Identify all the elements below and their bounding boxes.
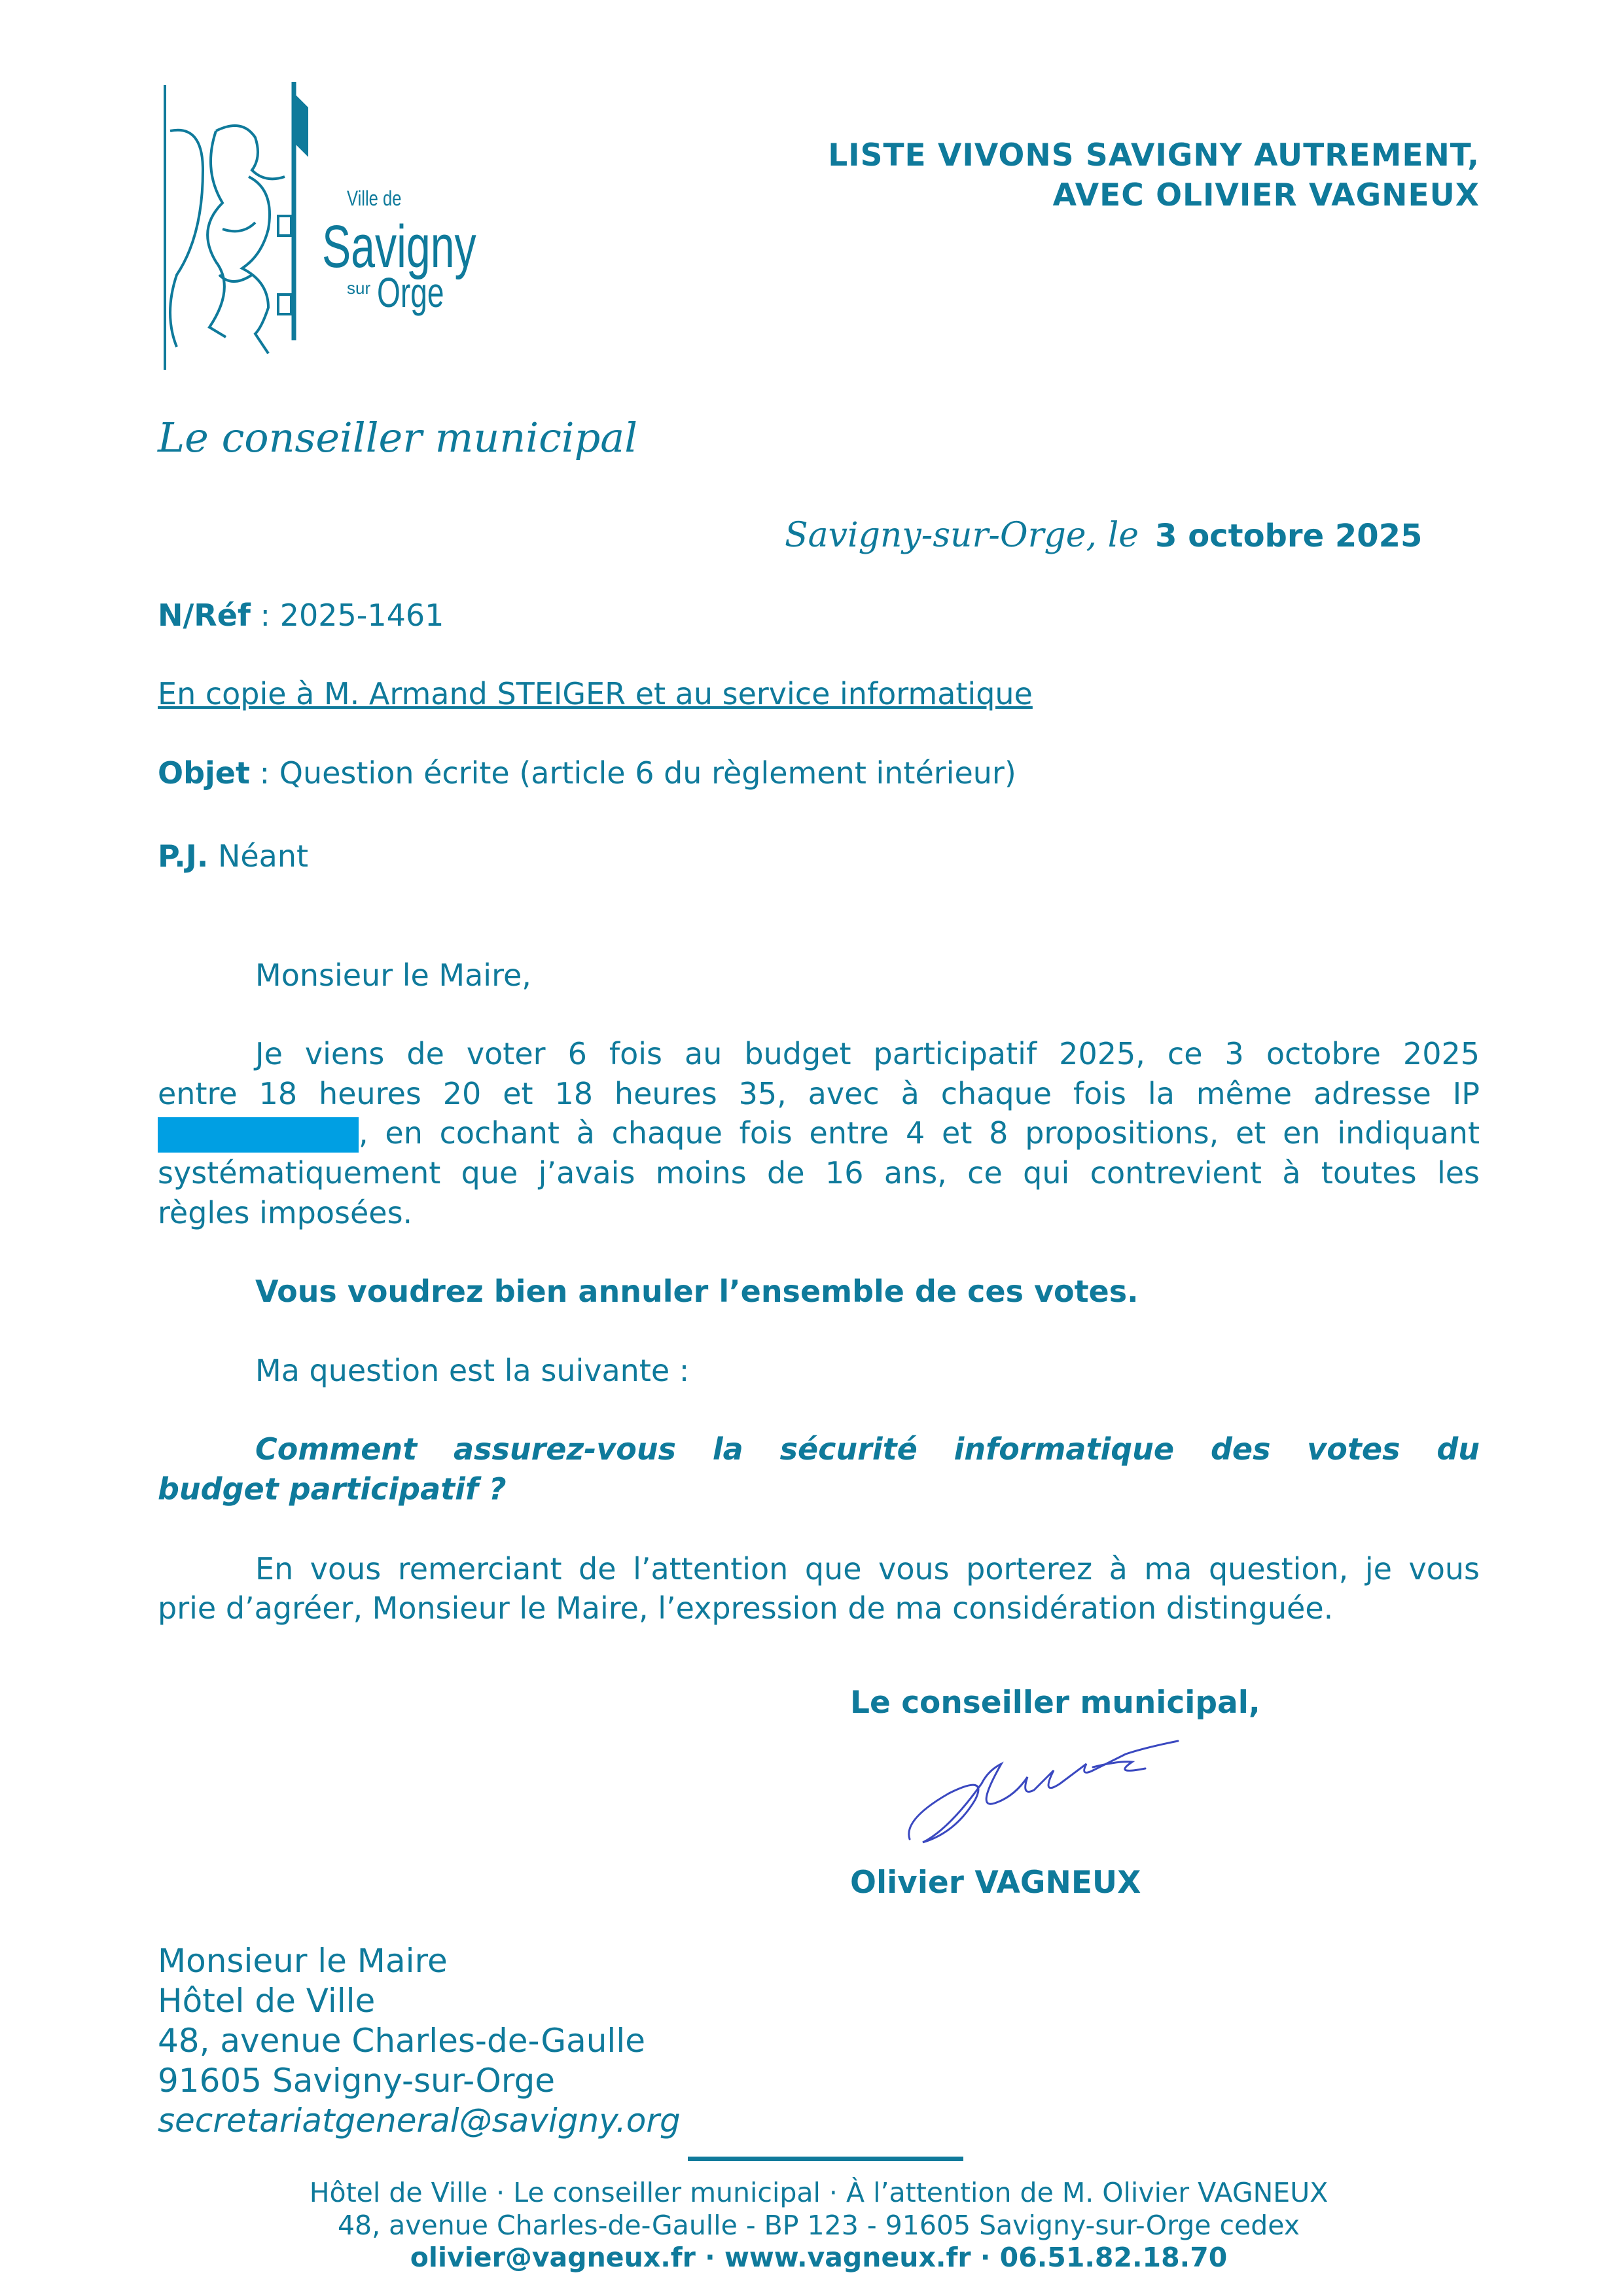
paragraph1-line1: Je viens de voter 6 fois au budget participatif 2025, ce 3 octobre 2025 bbox=[255, 1036, 1480, 1071]
subject-sep: : bbox=[250, 755, 279, 791]
date-value: 3 octobre 2025 bbox=[1155, 518, 1423, 554]
paragraph1-line2: entre 18 heures 20 et 18 heures 35, avec à chaque fois la même adresse IP bbox=[158, 1076, 1480, 1111]
logo-text-sur: sur bbox=[347, 278, 371, 298]
footer-contact: olivier@vagneux.fr · www.vagneux.fr · 06.51.82.18.70 bbox=[410, 2242, 1228, 2273]
paragraph1-line3-text: , en cochant à chaque fois entre 4 et 8 propositions, et en indiquant bbox=[359, 1115, 1480, 1151]
closing-line2: prie d’agréer, Monsieur le Maire, l’expression de ma considération distinguée. bbox=[158, 1590, 1334, 1626]
paragraph1-line4: systématiquement que j’avais moins de 16 ans, ce qui contrevient à toutes les bbox=[158, 1155, 1480, 1191]
logo-text-ville-de: Ville de bbox=[347, 187, 402, 210]
date-place: Savigny-sur-Orge, le bbox=[785, 516, 1139, 555]
question-line1: Comment assurez-vous la sécurité informatique des votes du bbox=[255, 1431, 1480, 1467]
recipient-line-1: Monsieur le Maire bbox=[158, 1942, 448, 1980]
signature-title: Le conseiller municipal, bbox=[850, 1685, 1260, 1721]
city-logo bbox=[157, 79, 484, 373]
footer-line-2: 48, avenue Charles-de-Gaulle - BP 123 - 91605 Savigny-sur-Orge cedex bbox=[337, 2210, 1300, 2241]
subject-label: Objet bbox=[158, 755, 250, 791]
logo-text-orge: Orge bbox=[377, 269, 444, 316]
subject-value: Question écrite (article 6 du règlement intérieur) bbox=[279, 755, 1016, 791]
attachments-value: Néant bbox=[208, 838, 309, 874]
paragraph1-line3 bbox=[158, 1113, 1480, 1153]
logo-text-savigny: Savigny bbox=[322, 213, 476, 280]
salutation: Monsieur le Maire, bbox=[255, 958, 531, 993]
recipient-line-3: 48, avenue Charles-de-Gaulle bbox=[158, 2022, 645, 2060]
attachments-label: P.J. bbox=[158, 838, 209, 874]
closing-line1: En vous remerciant de l’attention que vous porterez à ma question, je vous bbox=[255, 1551, 1480, 1587]
footer-divider bbox=[688, 2157, 963, 2161]
attachments bbox=[158, 836, 1480, 876]
signatory-name: Olivier VAGNEUX bbox=[850, 1865, 1141, 1901]
sender-title: Le conseiller municipal bbox=[158, 414, 638, 461]
reference bbox=[158, 596, 1480, 635]
redacted-ip-address bbox=[158, 1117, 359, 1153]
subject bbox=[158, 753, 1480, 793]
reference-value: 2025-1461 bbox=[279, 598, 444, 633]
copy-to: En copie à M. Armand STEIGER et au service informatique bbox=[158, 676, 1033, 711]
recipient-email: secretariatgeneral@savigny.org bbox=[158, 2102, 681, 2140]
reference-label: N/Réf bbox=[158, 598, 251, 633]
header-line-1: LISTE VIVONS SAVIGNY AUTREMENT, bbox=[828, 137, 1480, 173]
footer-line-1: Hôtel de Ville · Le conseiller municipal · À l’attention de M. Olivier VAGNEUX bbox=[309, 2177, 1329, 2208]
recipient-line-2: Hôtel de Ville bbox=[158, 1982, 376, 2020]
paragraph1-line5: règles imposées. bbox=[158, 1195, 413, 1230]
reference-sep: : bbox=[250, 598, 280, 633]
question-line2: budget participatif ? bbox=[158, 1471, 507, 1507]
question-intro: Ma question est la suivante : bbox=[255, 1353, 690, 1388]
demand: Vous voudrez bien annuler l’ensemble de ces votes. bbox=[255, 1274, 1139, 1309]
header-line-2: AVEC OLIVIER VAGNEUX bbox=[1052, 177, 1480, 213]
recipient-line-4: 91605 Savigny-sur-Orge bbox=[158, 2062, 556, 2100]
date-line bbox=[785, 514, 1422, 557]
handwritten-signature bbox=[897, 1728, 1243, 1855]
